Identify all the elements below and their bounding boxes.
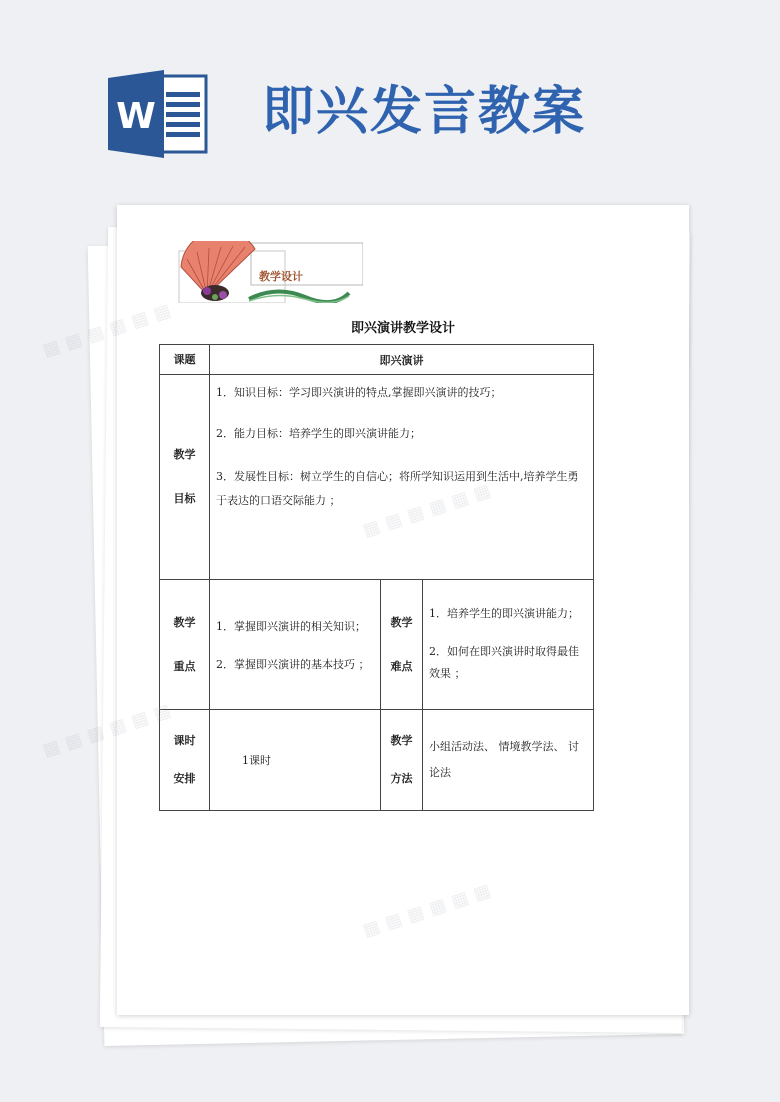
methods-label-cell: 教学 方法 xyxy=(381,710,423,811)
goal-item: 3．发展性目标：树立学生的自信心；将所学知识运用到生活中,培养学生勇于表达的口语交际能力 ； xyxy=(216,470,579,507)
key-point-item: 2．掌握即兴演讲的基本技巧 ； xyxy=(216,657,370,671)
table-row xyxy=(160,375,594,580)
document-page xyxy=(117,205,689,1015)
topic-value: 即兴演讲 xyxy=(210,345,594,375)
page-title: 即兴发言教案 xyxy=(262,82,587,142)
difficulties-content xyxy=(423,580,594,710)
goal-item: 1．知识目标：学习即兴演讲的特点,掌握即兴演讲的技巧； xyxy=(216,386,502,399)
watermark: ▦ ▦ xyxy=(40,328,85,362)
key-points-label-cell: 教学 重点 xyxy=(160,580,210,710)
difficulty-item: 1．培养学生的即兴演讲能力； xyxy=(429,606,579,620)
goals-content xyxy=(210,375,594,580)
schedule-label-cell: 课时 安排 xyxy=(160,710,210,811)
goal-item: 2．能力目标：培养学生的即兴演讲能力； xyxy=(216,427,421,440)
word-logo-letter: W xyxy=(116,96,156,137)
document-title: 即兴演讲教学设计 xyxy=(350,321,455,336)
banner-label: 教学设计 xyxy=(259,270,303,283)
lesson-plan-table xyxy=(159,344,594,811)
difficulties-label-cell: 教学 难点 xyxy=(381,580,423,710)
difficulty-item: 2．如何在即兴演讲时取得最佳效果 ； xyxy=(429,644,579,680)
schedule-value: 1课时 xyxy=(242,754,271,767)
table-row xyxy=(160,710,594,811)
topic-label-cell: 课题 xyxy=(160,345,210,375)
word-icon xyxy=(108,68,208,160)
watermark: ▦ ▦ ▦ xyxy=(40,721,107,762)
table-row xyxy=(160,345,594,375)
methods-value: 小组活动法、 情境教学法、 讨论法 xyxy=(429,740,579,779)
key-points-content xyxy=(210,580,381,710)
methods-content xyxy=(423,710,594,811)
table-row xyxy=(160,580,594,710)
schedule-content xyxy=(210,710,381,811)
key-point-item: 1．掌握即兴演讲的相关知识； xyxy=(216,619,366,633)
goals-label-cell: 教学 目标 xyxy=(160,375,210,580)
